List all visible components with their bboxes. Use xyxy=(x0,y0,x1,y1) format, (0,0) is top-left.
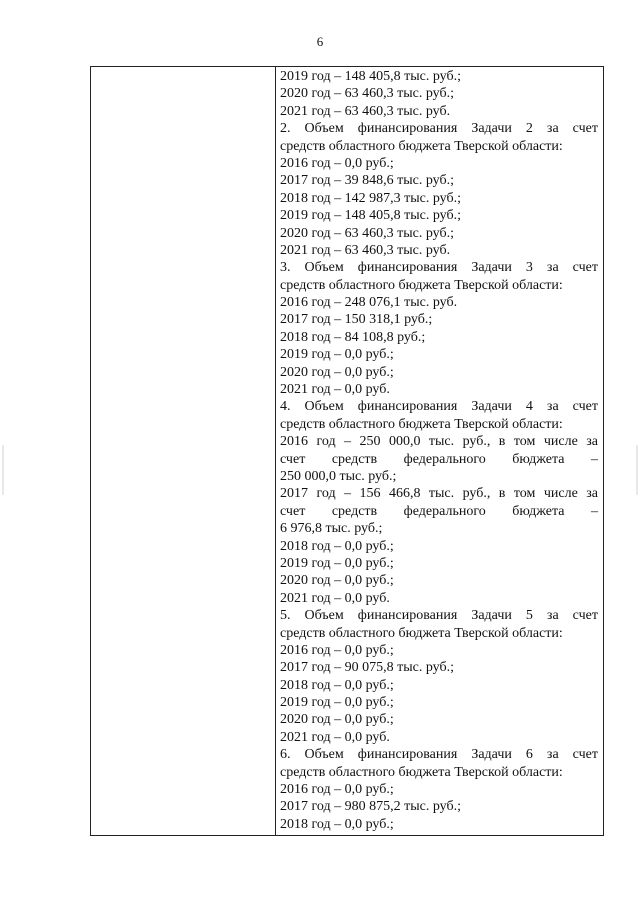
text-line: 5. Объем финансирования Задачи 5 за счет xyxy=(280,608,598,624)
text-line: счет средств федерального бюджета – xyxy=(280,503,598,519)
text-line: 6 976,8 тыс. руб.; xyxy=(280,521,383,537)
text-line: 2019 год – 0,0 руб.; xyxy=(280,695,394,711)
text-line: 2017 год – 150 318,1 руб.; xyxy=(280,312,433,328)
text-line: 2017 год – 980 875,2 тыс. руб.; xyxy=(280,799,461,815)
text-line: 2021 год – 0,0 руб. xyxy=(280,729,390,745)
text-line: 2021 год – 0,0 руб. xyxy=(280,590,390,606)
text-line: 2017 год – 39 848,6 тыс. руб.; xyxy=(280,173,454,189)
text-line: 3. Объем финансирования Задачи 3 за счет xyxy=(280,260,598,276)
text-line: 2018 год – 0,0 руб.; xyxy=(280,677,394,693)
text-line: 2017 год – 156 466,8 тыс. руб., в том числе за xyxy=(280,486,598,502)
financing-table xyxy=(90,66,604,836)
table-left-cell xyxy=(91,67,276,835)
text-line: 2020 год – 63 460,3 тыс. руб.; xyxy=(280,86,454,102)
text-line: 2019 год – 0,0 руб.; xyxy=(280,555,394,571)
text-line: счет средств федерального бюджета – xyxy=(280,451,598,467)
text-line: 2020 год – 0,0 руб.; xyxy=(280,712,394,728)
text-line: 2018 год – 142 987,3 тыс. руб.; xyxy=(280,190,461,206)
text-line: средств областного бюджета Тверской области: xyxy=(280,625,563,641)
table-right-cell xyxy=(276,67,602,835)
text-line: 2016 год – 0,0 руб.; xyxy=(280,782,394,798)
text-line: 2019 год – 0,0 руб.; xyxy=(280,347,394,363)
text-line: 2021 год – 63 460,3 тыс. руб. xyxy=(280,103,451,119)
page-number: 6 xyxy=(316,34,324,49)
text-line: 2018 год – 0,0 руб.; xyxy=(280,816,394,832)
text-line: 6. Объем финансирования Задачи 6 за счет xyxy=(280,747,598,763)
text-line: 2020 год – 63 460,3 тыс. руб.; xyxy=(280,225,454,241)
text-line: 2019 год – 148 405,8 тыс. руб.; xyxy=(280,69,461,84)
text-line: средств областного бюджета Тверской области: xyxy=(280,764,563,780)
text-line: 2019 год – 148 405,8 тыс. руб.; xyxy=(280,208,461,224)
scan-edge-mark-left xyxy=(2,445,4,495)
text-line: 2021 год – 0,0 руб. xyxy=(280,382,390,398)
text-line: 2018 год – 84 108,8 руб.; xyxy=(280,329,426,345)
text-line: 2017 год – 90 075,8 тыс. руб.; xyxy=(280,660,454,676)
text-line: 2021 год – 63 460,3 тыс. руб. xyxy=(280,242,451,258)
scan-edge-mark-right xyxy=(636,445,638,495)
text-line: 2020 год – 0,0 руб.; xyxy=(280,573,394,589)
text-line: средств областного бюджета Тверской области: xyxy=(280,277,563,293)
text-line: 2016 год – 248 076,1 тыс. руб. xyxy=(280,295,458,311)
text-line: 2016 год – 0,0 руб.; xyxy=(280,155,394,171)
text-line: 2020 год – 0,0 руб.; xyxy=(280,364,394,380)
text-line: 2. Объем финансирования Задачи 2 за счет xyxy=(280,121,598,137)
text-line: средств областного бюджета Тверской области: xyxy=(280,138,563,154)
text-line: 2018 год – 0,0 руб.; xyxy=(280,538,394,554)
text-line: средств областного бюджета Тверской области: xyxy=(280,416,563,432)
text-line: 250 000,0 тыс. руб.; xyxy=(280,468,397,484)
text-line: 2016 год – 250 000,0 тыс. руб., в том числе за xyxy=(280,434,598,450)
text-line: 4. Объем финансирования Задачи 4 за счет xyxy=(280,399,598,415)
text-line: 2016 год – 0,0 руб.; xyxy=(280,642,394,658)
